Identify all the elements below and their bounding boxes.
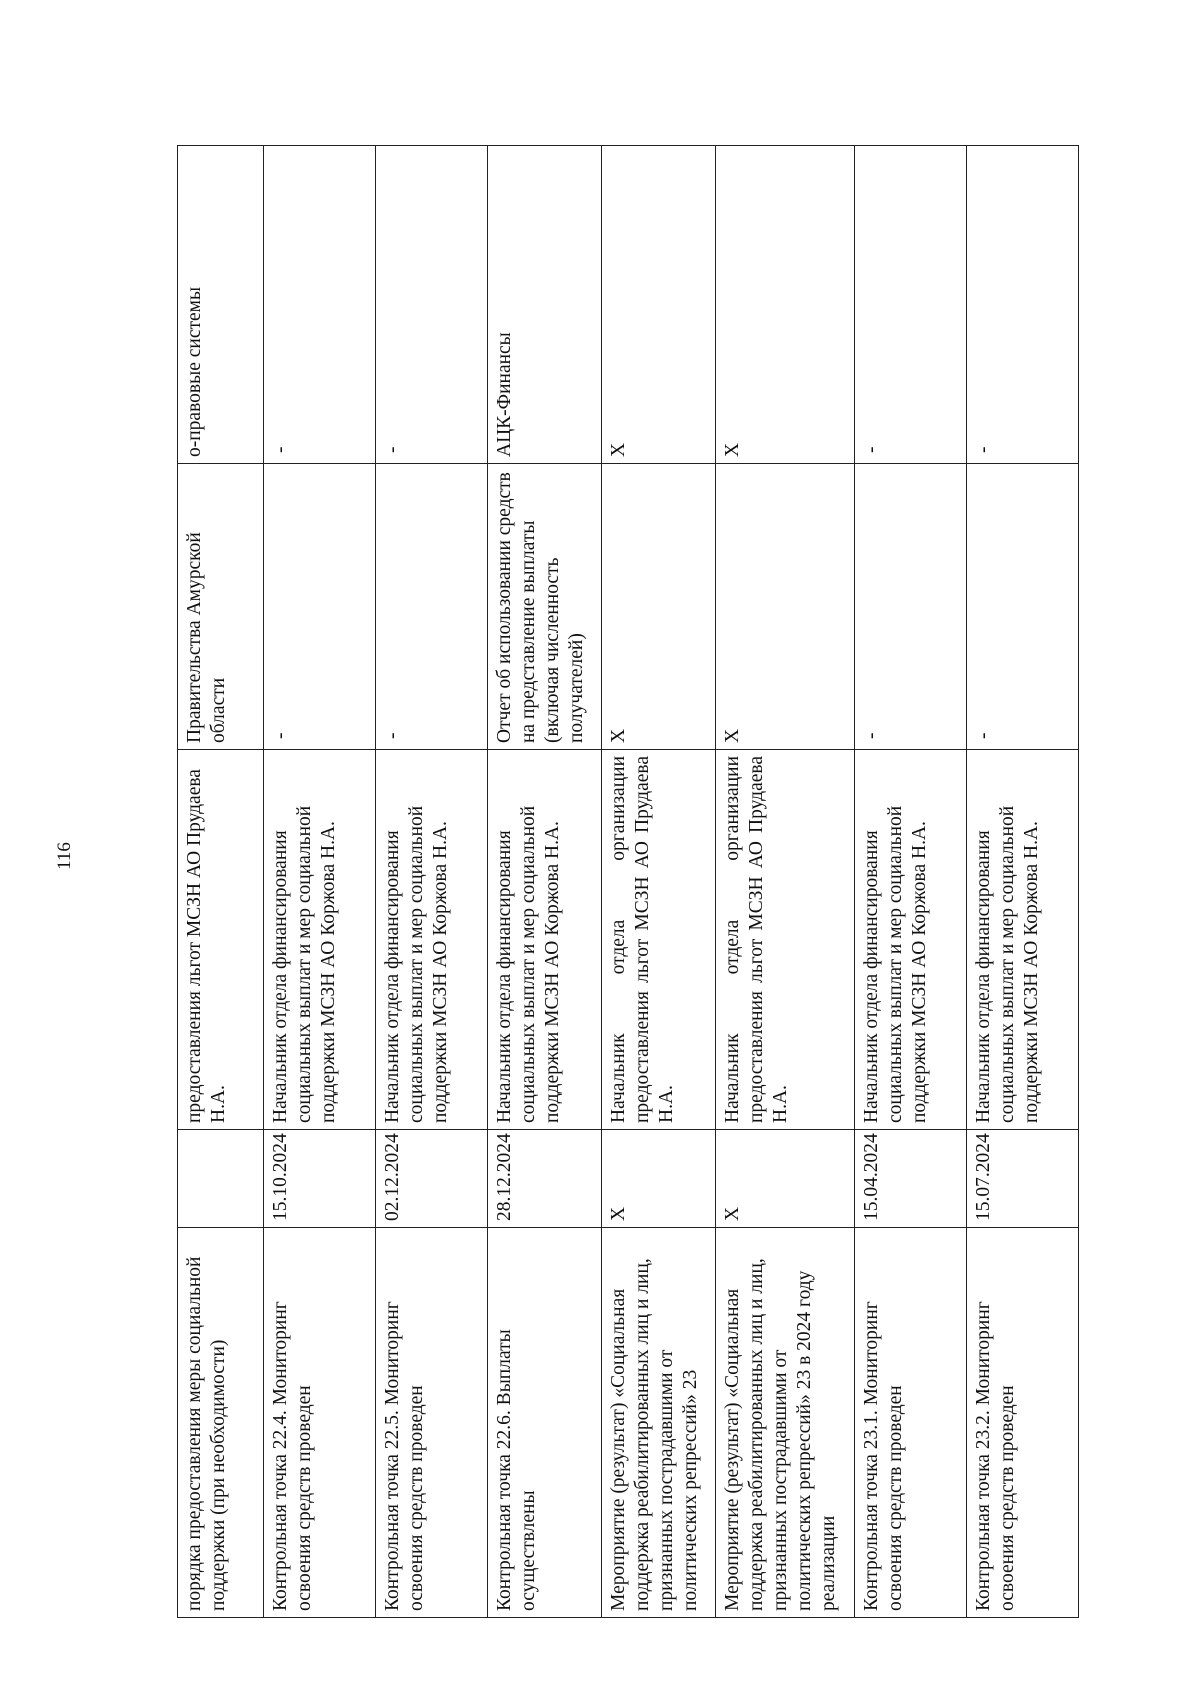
table-row bbox=[375, 146, 487, 1618]
system-cell: - bbox=[264, 146, 376, 464]
event-cell: Контрольная точка 23.1. Мониторинг освоения средств проведен bbox=[855, 1228, 967, 1618]
document-cell: Правительства Амурской области bbox=[178, 464, 264, 750]
responsible-cell: Начальник отдела организации предоставления льгот МСЗН АО Прудаева Н.А. bbox=[601, 750, 715, 1130]
date-cell: 15.04.2024 bbox=[855, 1130, 967, 1228]
responsible-cell: Начальник отдела финансирования социальных выплат и мер социальной поддержки МСЗН АО Коржова Н.А. bbox=[264, 750, 376, 1130]
event-cell: Контрольная точка 22.5. Мониторинг освоения средств проведен bbox=[375, 1228, 487, 1618]
system-cell: - bbox=[375, 146, 487, 464]
responsible-cell: Начальник отдела организации предоставления льгот МСЗН АО Прудаева Н.А. bbox=[715, 750, 855, 1130]
responsible-cell: Начальник отдела финансирования социальных выплат и мер социальной поддержки МСЗН АО Коржова Н.А. bbox=[375, 750, 487, 1130]
document-cell: Отчет об использовании средств на представление выплаты (включая численность получателей) bbox=[487, 464, 601, 750]
table-row bbox=[967, 146, 1079, 1618]
document-cell: X bbox=[601, 464, 715, 750]
system-cell: АЦК-Финансы bbox=[487, 146, 601, 464]
system-cell: X bbox=[601, 146, 715, 464]
responsible-cell: Начальник отдела финансирования социальных выплат и мер социальной поддержки МСЗН АО Коржова Н.А. bbox=[487, 750, 601, 1130]
document-cell: X bbox=[715, 464, 855, 750]
date-cell: X bbox=[601, 1130, 715, 1228]
document-cell: - bbox=[855, 464, 967, 750]
page-number: 116 bbox=[54, 842, 75, 870]
table-row bbox=[601, 146, 715, 1618]
event-cell: Контрольная точка 22.6. Выплаты осуществлены bbox=[487, 1228, 601, 1618]
responsible-cell: Начальник отдела финансирования социальных выплат и мер социальной поддержки МСЗН АО Коржова Н.А. bbox=[967, 750, 1079, 1130]
date-cell: 15.10.2024 bbox=[264, 1130, 376, 1228]
document-cell: - bbox=[264, 464, 376, 750]
table-row bbox=[715, 146, 855, 1618]
date-cell: 02.12.2024 bbox=[375, 1130, 487, 1228]
responsible-cell: предоставления льгот МСЗН АО Прудаева Н.А. bbox=[178, 750, 264, 1130]
document-cell: - bbox=[967, 464, 1079, 750]
date-cell bbox=[178, 1130, 264, 1228]
event-cell: Контрольная точка 22.4. Мониторинг освоения средств проведен bbox=[264, 1228, 376, 1618]
system-cell: X bbox=[715, 146, 855, 464]
control-points-table bbox=[177, 145, 1079, 1618]
table-row bbox=[855, 146, 967, 1618]
event-cell: Контрольная точка 23.2. Мониторинг освоения средств проведен bbox=[967, 1228, 1079, 1618]
system-cell: - bbox=[855, 146, 967, 464]
event-cell: порядка предоставления меры социальной поддержки (при необходимости) bbox=[178, 1228, 264, 1618]
system-cell: - bbox=[967, 146, 1079, 464]
document-cell: - bbox=[375, 464, 487, 750]
table-row bbox=[264, 146, 376, 1618]
date-cell: 28.12.2024 bbox=[487, 1130, 601, 1228]
table-row bbox=[178, 146, 264, 1618]
system-cell: о-правовые системы bbox=[178, 146, 264, 464]
date-cell: X bbox=[715, 1130, 855, 1228]
table-row bbox=[487, 146, 601, 1618]
event-cell: Мероприятие (результат) «Социальная поддержка реабилитированных лиц и лиц, признанных пострадавшими от политических репрессий» 23 bbox=[601, 1228, 715, 1618]
responsible-cell: Начальник отдела финансирования социальных выплат и мер социальной поддержки МСЗН АО Коржова Н.А. bbox=[855, 750, 967, 1130]
date-cell: 15.07.2024 bbox=[967, 1130, 1079, 1228]
event-cell: Мероприятие (результат) «Социальная поддержка реабилитированных лиц и лиц, признанных пострадавшими от политических репрессий» 23 в 2024 году реализации bbox=[715, 1228, 855, 1618]
rotated-table-container bbox=[177, 146, 1079, 1618]
